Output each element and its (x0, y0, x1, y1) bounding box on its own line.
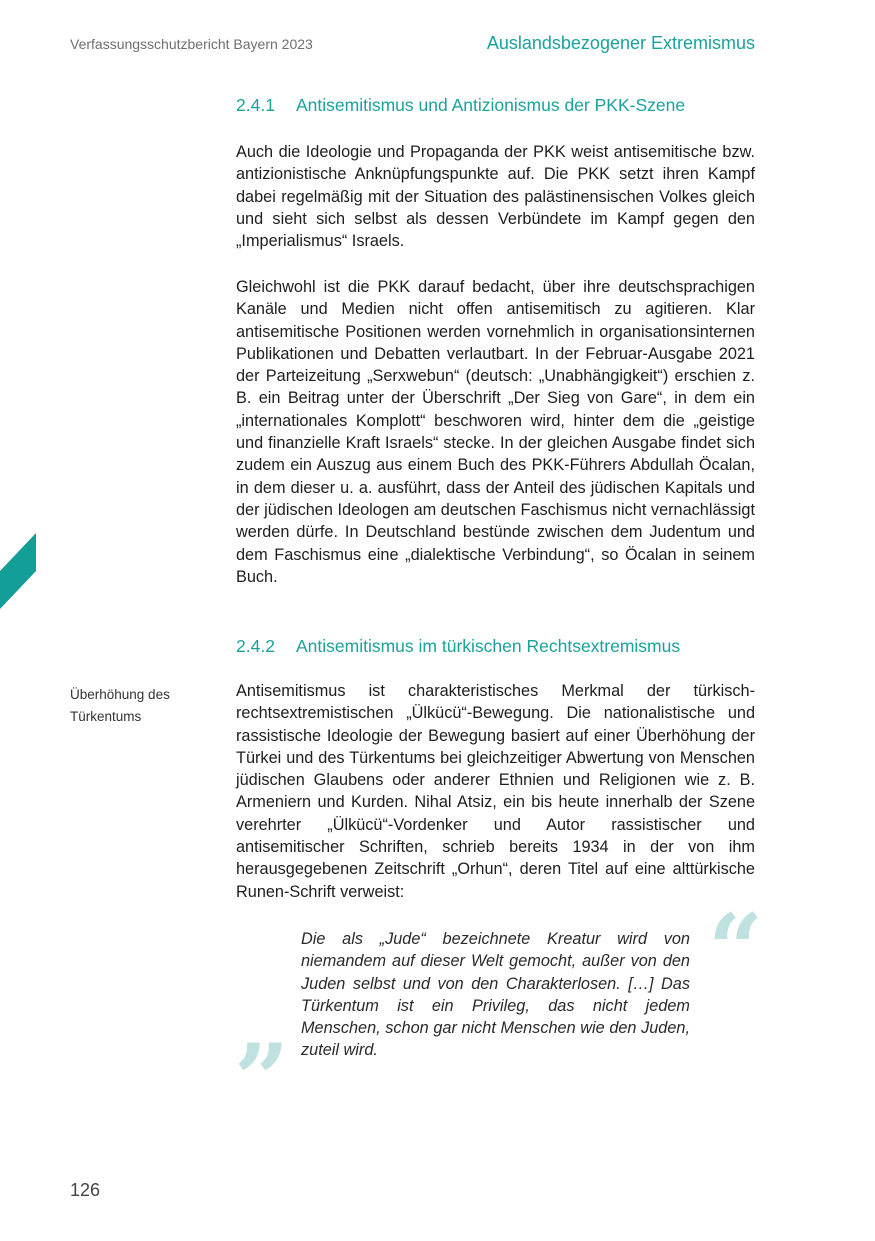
side-tab-marker (0, 533, 36, 609)
section-title: Antisemitismus im türkischen Rechtsextremismus (296, 636, 681, 656)
section-heading-2-4-2 (236, 636, 756, 657)
page-number: 126 (70, 1180, 101, 1200)
chapter-title: Auslandsbezogener Extremismus (486, 33, 755, 53)
section-number: 2.4.2 (236, 636, 275, 656)
body-paragraph: Auch die Ideologie und Propaganda der PKK weist antisemitische bzw. antizionistische Anknüpfungspunkte auf. Die PKK setzt ihren Kampf dabei regelmäßig mit der Situation des palästinensischen Volkes gleich und sieht sich selbst als dessen Verbündete im Kampf gegen den „Imperialismus“ Israels. (236, 143, 755, 251)
section-heading-2-4-1 (236, 95, 756, 116)
margin-note: Überhöhung des Türkentums (70, 687, 170, 724)
body-paragraph: Gleichwohl ist die PKK darauf bedacht, über ihre deutschsprachigen Kanäle und Medien nicht offen antisemitisch zu agitieren. Klar antisemitische Positionen werden vornehmlich in organisationsinternen Publikationen und Debatten verlautbart. In der Februar-Ausgabe 2021 der Parteizeitung „Serxwebun“ (deutsch: „Unabhängigkeit“) erschien z. B. ein Beitrag unter der Überschrift „Der Sieg von Gare“, in dem ein „internationales Komplott“ beschworen wird, hinter dem die „geistige und finanzielle Kraft Israels“ stecke. In der gleichen Ausgabe findet sich zudem ein Auszug aus einem Buch des PKK-Führers Abdullah Öcalan, in dem dieser u. a. ausführt, dass der Anteil des jüdischen Kapitals und der jüdischen Ideologen am deutschen Faschismus nicht vernachlässigt werden dürfe. In Deutschland bestünde zwischen dem Judentum und dem Faschismus eine „dialektische Verbindung“, so Öcalan in seinem Buch. (236, 278, 755, 586)
block-quote: Die als „Jude“ bezeichnete Kreatur wird von niemandem auf dieser Welt gemocht, außer von den Juden selbst und von den Charakterlosen. […] Das Türkentum ist ein Privileg, das nicht jedem Menschen, schon gar nicht Menschen wie den Juden, zuteil wird. (301, 930, 690, 1060)
section-title: Antisemitismus und Antizionismus der PKK-Szene (296, 95, 686, 115)
close-quote-icon: ” (234, 1023, 290, 1136)
open-quote-icon: “ (708, 893, 764, 1006)
report-title: Verfassungsschutzbericht Bayern 2023 (70, 36, 313, 52)
body-paragraph: Antisemitismus ist charakteristisches Merkmal der türkisch-rechtsextremistischen „Ülkücü“-Bewegung. Die nationalistische und rassistische Ideologie der Bewegung basiert auf einer Überhöhung der Türkei und des Türkentums bei gleichzeitiger Abwertung von Menschen jüdischen Glaubens oder anderer Ethnien und Religionen wie z. B. Armeniern und Kurden. Nihal Atsiz, ein bis heute innerhalb der Szene verehrter „Ülkücü“-Vordenker und Autor rassistischer und antisemitischer Schriften, schrieb bereits 1934 in der von ihm herausgegebenen Zeitschrift „Orhun“, deren Titel auf eine alttürkische Runen-Schrift verweist: (236, 682, 755, 901)
section-number: 2.4.1 (236, 95, 275, 115)
